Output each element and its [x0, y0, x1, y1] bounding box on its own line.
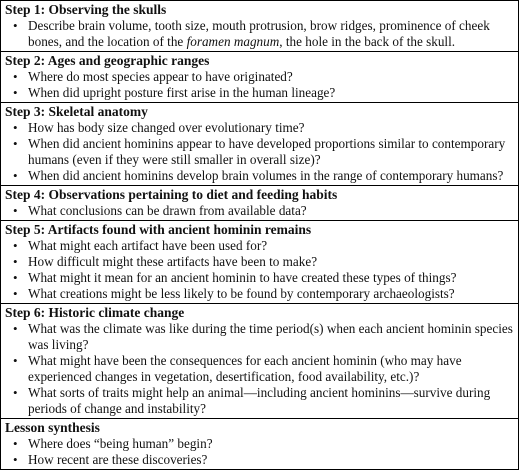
step-5-list — [5, 238, 514, 302]
item-text: How recent are these discoveries? — [28, 452, 208, 467]
item-text: What conclusions can be drawn from available data? — [28, 203, 307, 218]
step-3-section — [1, 102, 518, 185]
step-5-section — [1, 220, 518, 303]
item-text: What might it mean for an ancient hominin to have created these types of things? — [28, 270, 457, 285]
step-2-section — [1, 51, 518, 102]
bullet-icon: • — [13, 321, 18, 336]
step-3-list — [5, 120, 514, 184]
item-text: What creations might be less likely to be found by contemporary archaeologists? — [28, 286, 455, 301]
list-item — [5, 238, 514, 254]
list-item — [5, 120, 514, 136]
step-2-list — [5, 69, 514, 101]
step-5-title: Step 5: Artifacts found with ancient hominin remains — [5, 222, 312, 237]
item-text-emphasis: foramen magnum — [186, 34, 280, 49]
list-item — [5, 321, 514, 353]
bullet-icon: • — [13, 452, 18, 467]
list-item — [5, 168, 514, 184]
item-text: When did ancient hominins develop brain volumes in the range of contemporary humans? — [28, 168, 504, 183]
step-1-section — [1, 1, 518, 51]
step-6-list — [5, 321, 514, 417]
lesson-synthesis-list — [5, 436, 514, 468]
list-item — [5, 85, 514, 101]
list-item — [5, 385, 514, 417]
list-item — [5, 69, 514, 85]
bullet-icon: • — [13, 385, 18, 400]
bullet-icon: • — [13, 69, 18, 84]
bullet-icon: • — [13, 120, 18, 135]
item-text: What sorts of traits might help an animal—including ancient hominins—survive during periods of change and instability? — [28, 385, 491, 416]
list-item — [5, 270, 514, 286]
item-text: What might have been the consequences for each ancient hominin (who may have experienced changes in vegetation, desertification, food availability, etc.)? — [28, 353, 462, 384]
list-item — [5, 18, 514, 50]
list-item — [5, 136, 514, 168]
list-item — [5, 436, 514, 452]
bullet-icon: • — [13, 270, 18, 285]
item-text: How has body size changed over evolutionary time? — [28, 120, 305, 135]
item-text-before: Describe brain volume, tooth size, mouth protrusion, brow ridges, prominence of cheek bones, and the location of the — [28, 18, 490, 49]
bullet-icon: • — [13, 203, 18, 218]
step-4-title: Step 4: Observations pertaining to diet and feeding habits — [5, 187, 338, 202]
item-text: When did upright posture first arise in the human lineage? — [28, 85, 336, 100]
step-1-title: Step 1: Observing the skulls — [5, 2, 167, 17]
bullet-icon: • — [13, 436, 18, 451]
lesson-synthesis-title: Lesson synthesis — [5, 420, 100, 435]
item-text: What might each artifact have been used for? — [28, 238, 268, 253]
list-item — [5, 254, 514, 270]
step-1-list — [5, 18, 514, 50]
step-2-title: Step 2: Ages and geographic ranges — [5, 53, 210, 68]
item-text: Where do most species appear to have originated? — [28, 69, 293, 84]
bullet-icon: • — [13, 136, 18, 151]
bullet-icon: • — [13, 254, 18, 269]
step-4-list — [5, 203, 514, 219]
bullet-icon: • — [13, 353, 18, 368]
step-4-section — [1, 185, 518, 220]
bullet-icon: • — [13, 18, 18, 33]
item-text: When did ancient hominins appear to have developed proportions similar to contemporary humans (even if they were still smaller in overall size)? — [28, 136, 506, 167]
bullet-icon: • — [13, 168, 18, 183]
step-3-title: Step 3: Skeletal anatomy — [5, 104, 148, 119]
lesson-synthesis-section — [1, 418, 518, 469]
list-item — [5, 203, 514, 219]
bullet-icon: • — [13, 238, 18, 253]
list-item — [5, 286, 514, 302]
step-6-title: Step 6: Historic climate change — [5, 305, 185, 320]
bullet-icon: • — [13, 286, 18, 301]
item-text-after: , the hole in the back of the skull. — [279, 34, 456, 49]
item-text: How difficult might these artifacts have been to make? — [28, 254, 318, 269]
list-item — [5, 452, 514, 468]
list-item — [5, 353, 514, 385]
step-6-section — [1, 303, 518, 418]
item-text: What was the climate was like during the time period(s) when each ancient hominin species was living? — [28, 321, 513, 352]
item-text: Where does “being human” begin? — [28, 436, 213, 451]
bullet-icon: • — [13, 85, 18, 100]
